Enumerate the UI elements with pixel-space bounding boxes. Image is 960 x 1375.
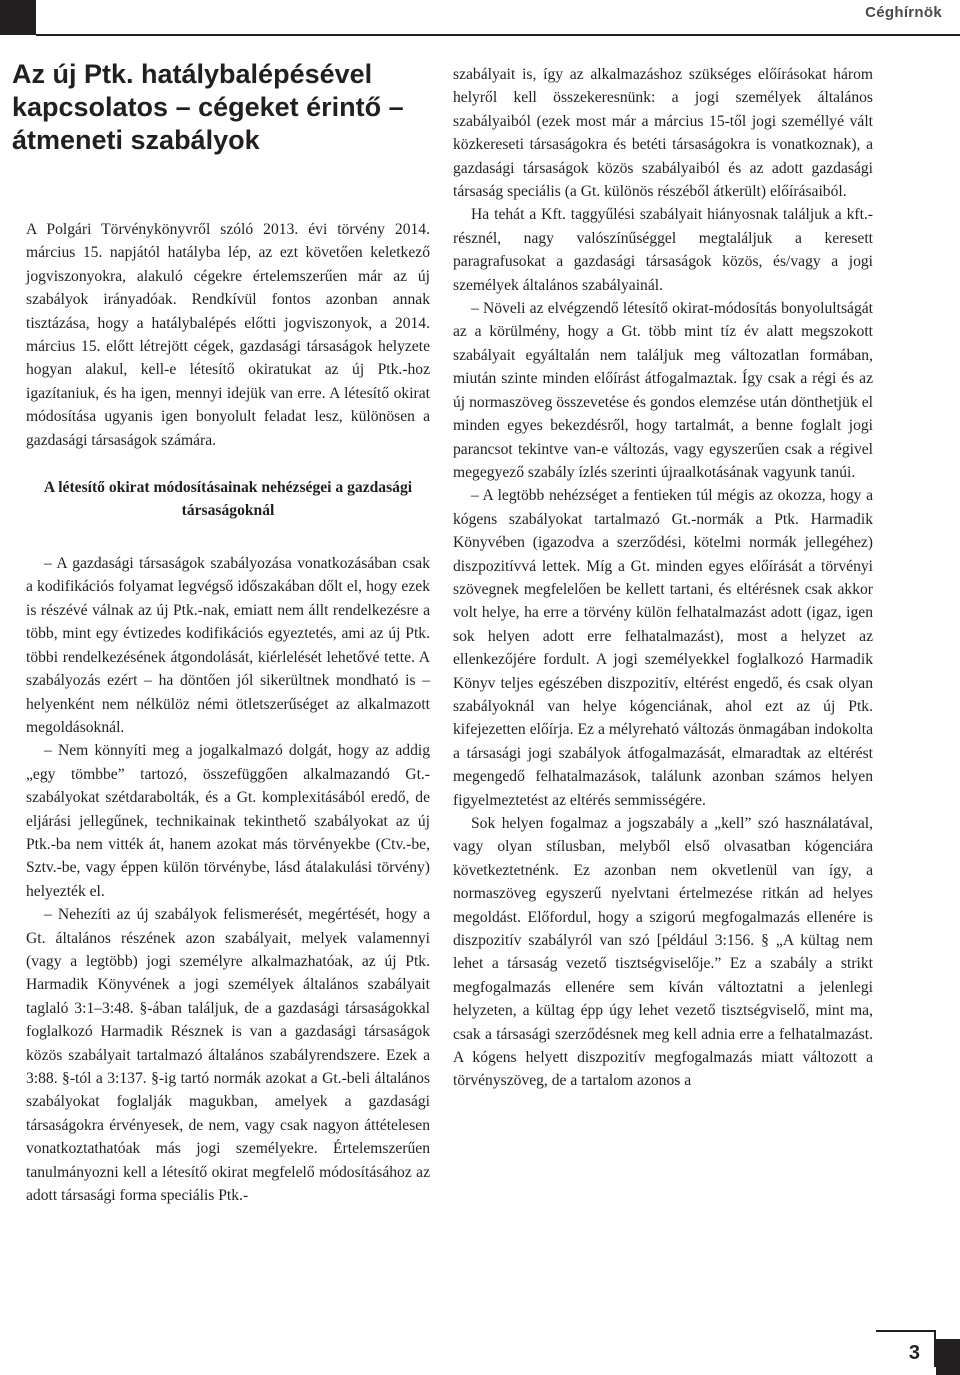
footer-black-block — [936, 1339, 960, 1375]
right-column — [453, 63, 873, 1093]
intro-paragraph: A Polgári Törvénykönyvről szóló 2013. évi törvény 2014. március 15. napjától hatályba lép, az ezt követően keletkező jogviszonyokra, alakuló cégekre értelemszerűen már az új szabályok irányadóak. Rendkívül fontos azonban annak tisztázása, hogy a hatálybalépés előtti jogviszonyok, a 2014. március 15. előtt létrejött cégek, gazdasági társaságok helyzete hogyan alakul, kell-e létesítő okiratukat az új Ptk.-hoz igazítaniuk, és ha igen, mennyi idejük van erre. A létesítő okirat módosítása ugyanis igen bonyolult feladat lesz, különösen a gazdasági társaságok számára. — [26, 221, 430, 449]
body-paragraph: szabályait is, így az alkalmazáshoz szükséges előírásokat három helyről kell összekeresnünk: a jogi személyek általános szabályaiból (ezek most már a március 15-től jogi személlyé vált közkereseti társaságokra és betéti társaságokra is vonatkoznak), a gazdasági társaságok közös szabályaiból és az adott gazdasági társaság speciális (a Gt. különös részéből átkerült) előírásaiból. — [453, 66, 873, 201]
body-paragraph: – A legtöbb nehézséget a fentieken túl mégis az okozza, hogy a kógens szabályokat tartalmazó Gt.-normák a Ptk. Harmadik Könyvében (igazodva a szerződési, kötelmi normák jellegéhez) diszpozitívvá lettek. Míg a Gt. minden egyes előírását a törvényi szövegnek megfelelően be kellett tartani, és eltérésnek csak akkor volt helye, ha erre a törvény külön felhatalmazást adott (igaz, igen sok helyen adott erre felhatalmazást), most a helyzet az ellenkezőjére fordult. A jogi személyekkel foglalkozó Harmadik Könyv teljes egészében diszpozitív, eltérést engedő, és csak olyan szabályoknál van helye kógenciának, ahol ezt az új Ptk. kifejezetten előírja. Ez a mélyreható változás önmagában indokolta a társasági jogi szabályok átfogalmazását, elmaradtak az eltérést megengedő felhatalmazások, találunk azonban számos helyen figyelmeztetést az eltérés semmisségére. — [453, 487, 873, 809]
body-paragraph: Sok helyen fogalmaz a jogszabály a „kell” szó használatával, vagy olyan stílusban, melyből első olvasatban kógenciára következtetnénk. Ez azonban nem okvetlenül van így, a normaszöveg egyszerű nyelvtani értelmezése ritkán ad helyes megoldást. Előfordul, hogy a szigorú megfogalmazás ellenére is diszpozitív szabályról van szó [például 3:156. § „A kültag nem lehet a társaság vezető tisztségviselője.” Ez a szabály a strikt megfogalmazás ellenére sem kíván változtatni a jelenlegi helyzeten, a kültag épp úgy lehet vezető tisztségviselő, mint ma, csak a társasági szerződésnek meg kell adnia erre a felhatalmazást. A kógens helyett diszpozitív megfogalmazás miatt változott a törvényszöveg, de a tartalom azonos a — [453, 815, 873, 1090]
section-label: Céghírnök — [865, 4, 942, 21]
page-header — [0, 0, 960, 35]
body-paragraph: – A gazdasági társaságok szabályozása vonatkozásában csak a kodifikációs folyamat legvégső időszakában dőlt el, hogy ezek is részévé válnak az új Ptk.-nak, emiatt nem állt rendelkezésre a több, mint egy évtizedes kodifikációs egyeztetés, ami az új Ptk. többi rendelkezésének átgondolását, kiérlelését lehetővé tette. A szabályozás ezért – ha döntően jól sikerültnek mondható is – helyenként nem nélkülöz némi ötletszerűséget az alkalmazott megoldásoknál. — [26, 555, 430, 736]
body-paragraph: – Növeli az elvégzendő létesítő okirat-módosítás bonyolultságát az a körülmény, hogy a Gt. több mint tíz év alatt megszokott szabályait egyáltalán nem találjuk meg változatlan formában, miután szinte minden előírást átfogalmaztak. Így csak a régi és az új normaszöveg összevetése és gondos elemzése után dönthetjük el minden egyes bekezdésről, hogy tartalmát, a benne foglalt jogi parancsot tekintve van-e változás, vagy egyszerűen csak a régivel megegyező szabály ízlés szerinti újraalkotásának vagyunk tanúi. — [453, 300, 873, 481]
page-number-label: 3 — [908, 1342, 920, 1364]
article-title: Az új Ptk. hatálybalépésével kapcsolatos – cégeket érintő – átmeneti szabályok — [12, 59, 404, 155]
subheading: A létesítő okirat módosításainak nehézségei a gazdasági társaságoknál — [43, 479, 413, 520]
header-rule — [36, 34, 960, 36]
page-number — [876, 1330, 936, 1367]
header-black-block — [0, 0, 36, 35]
left-column — [26, 218, 430, 1207]
body-paragraph: – Nehezíti az új szabályok felismerését, megértését, hogy a Gt. általános részének azon szabályait, melyek valamennyi (vagy a legtöbb) jogi személyre alkalmazhatóak, az új Ptk. Harmadik Könyvének a jogi személyek általános szabályait taglaló 3:1–3:48. §-ában találjuk, de a gazdasági társaságokkal foglalkozó Harmadik Résznek is van a gazdasági társaságok közös szabályait tartalmazó általános szabályrendszere. Ezek a 3:88. §-tól a 3:137. §-ig tartó normák azokat a Gt.-beli általános szabályokat foglalják magukban, amelyek a gazdasági társaságokra érvényesek, de nem, vagy csak nagyon áttételesen vonatkoztathatóak más jogi személyekre. Értelemszerűen tanulmányozni kell a létesítő okirat megfelelő módosításához az adott társasági forma speciális Ptk.- — [26, 906, 430, 1205]
body-paragraph: – Nem könnyíti meg a jogalkalmazó dolgát, hogy az addig „egy tömbbe” tartozó, összefüggően alkalmazandó Gt.-szabályokat szétdarabolták, és a Gt. komplexitásából eredő, de eljárási jellegűnek, technikainak tekinthető szabályokat az új Ptk.-ba nem vitték át, hanem azokat más törvényekbe (Ctv.-be, Sztv.-be, vagy éppen külön törvénybe, lásd átalakulási törvény) helyezték el. — [26, 742, 430, 900]
body-paragraph: Ha tehát a Kft. taggyűlési szabályait hiányosnak találjuk a kft.-résznél, nagy valószínűséggel megtaláljuk a keresett paragrafusokat a gazdasági társaságok közös, és/vagy a jogi személyek általános szabályainál. — [453, 206, 873, 294]
